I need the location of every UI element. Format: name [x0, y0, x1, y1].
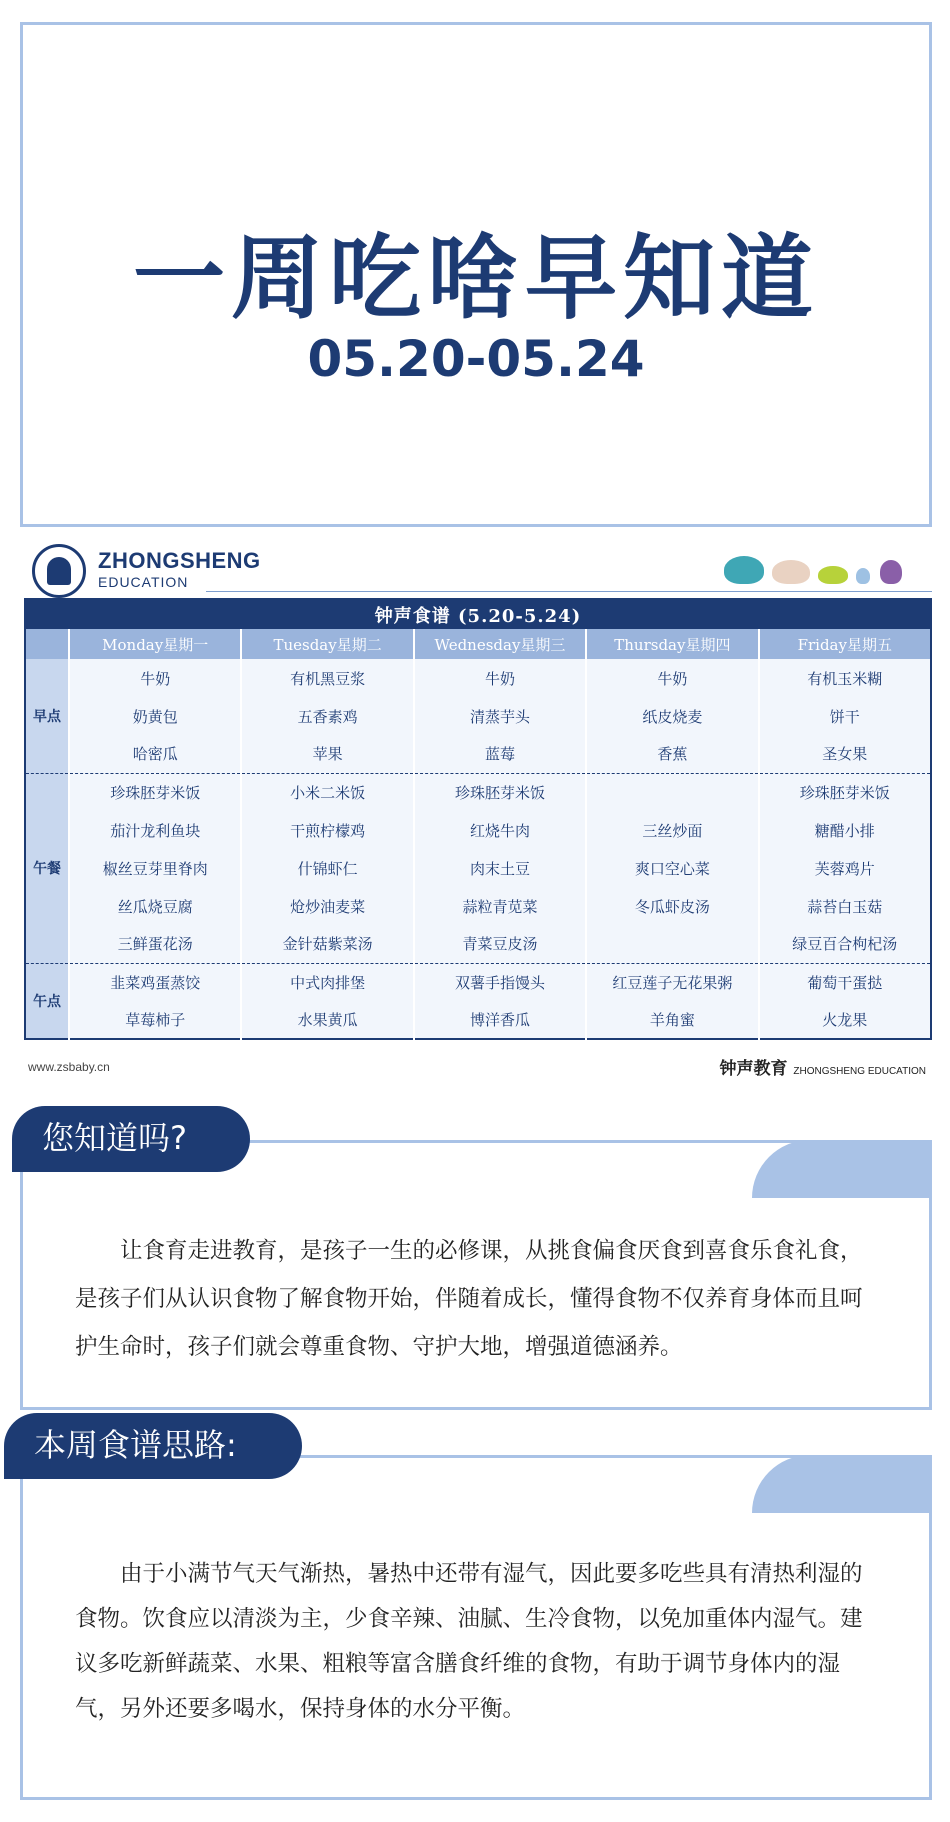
menu-cell: 牛奶: [69, 659, 241, 697]
menu-card: [20, 540, 932, 1100]
header-corner: [25, 629, 69, 659]
menu-cell: 中式肉排堡: [241, 963, 413, 1001]
meal-label: 午餐: [25, 773, 69, 963]
day-header: Wednesday星期三: [414, 629, 586, 659]
brand-divider: [206, 591, 932, 592]
menu-cell: 三鲜蛋花汤: [69, 925, 241, 963]
menu-cell: 糖醋小排: [759, 811, 931, 849]
menu-cell: 牛奶: [414, 659, 586, 697]
menu-row: [25, 773, 931, 811]
menu-cell: 肉末土豆: [414, 849, 586, 887]
menu-cell: 珍珠胚芽米饭: [414, 773, 586, 811]
menu-cell: 金针菇紫菜汤: [241, 925, 413, 963]
menu-row: [25, 887, 931, 925]
menu-cell: 水果黄瓜: [241, 1001, 413, 1039]
brand-row: [28, 540, 932, 602]
menu-cell: 双薯手指馒头: [414, 963, 586, 1001]
hero-title: 一周吃啥早知道: [132, 225, 819, 332]
menu-cell: 丝瓜烧豆腐: [69, 887, 241, 925]
hero-date-range: 05.20-05.24: [307, 330, 645, 388]
did-you-know-heading: 您知道吗?: [12, 1106, 250, 1172]
corner-decoration: [752, 1140, 932, 1198]
menu-cell: 蒜粒青苋菜: [414, 887, 586, 925]
menu-row: [25, 697, 931, 735]
pig-icon: [772, 560, 810, 584]
menu-cell: [586, 925, 758, 963]
menu-cell: 珍珠胚芽米饭: [69, 773, 241, 811]
menu-cell: 火龙果: [759, 1001, 931, 1039]
day-header: Monday星期一: [69, 629, 241, 659]
menu-cell: 蒜苔白玉菇: [759, 887, 931, 925]
menu-cell: 冬瓜虾皮汤: [586, 887, 758, 925]
footer-url: www.zsbaby.cn: [28, 1060, 110, 1074]
hero-banner: [20, 22, 932, 527]
menu-cell: [586, 773, 758, 811]
did-you-know-box: [20, 1140, 932, 1410]
bird-icon: [856, 568, 870, 584]
menu-cell: 什锦虾仁: [241, 849, 413, 887]
menu-cell: 青菜豆皮汤: [414, 925, 586, 963]
menu-row: [25, 1001, 931, 1039]
menu-row: [25, 659, 931, 697]
day-header-row: [25, 629, 931, 659]
menu-idea-text: 由于小满节气天气渐热，暑热中还带有湿气，因此要多吃些具有清热利湿的食物。饮食应以清淡为主，少食辛辣、油腻、生冷食物，以免加重体内湿气。建议多吃新鲜蔬菜、水果、粗粮等富含膳食纤维的食物，有助于调节身体内的湿气，另外还要多喝水，保持身体的水分平衡。: [75, 1561, 863, 1722]
menu-idea-box: [20, 1455, 932, 1800]
meal-label: 午点: [25, 963, 69, 1039]
day-header: Thursday星期四: [586, 629, 758, 659]
menu-cell: 绿豆百合枸杞汤: [759, 925, 931, 963]
corner-decoration: [752, 1455, 932, 1513]
meal-label: 早点: [25, 659, 69, 773]
dog-icon: [818, 566, 848, 584]
footer-brand-en: ZHONGSHENG EDUCATION: [793, 1066, 926, 1077]
menu-cell: 苹果: [241, 735, 413, 773]
menu-row: [25, 735, 931, 773]
menu-cell: 干煎柠檬鸡: [241, 811, 413, 849]
menu-table: [24, 598, 932, 1040]
menu-table-title: 钟声食谱 (5.20-5.24): [25, 599, 931, 629]
menu-cell: 蓝莓: [414, 735, 586, 773]
menu-cell: 三丝炒面: [586, 811, 758, 849]
menu-cell: 圣女果: [759, 735, 931, 773]
menu-idea-heading: 本周食谱思路:: [4, 1413, 302, 1479]
menu-cell: 饼干: [759, 697, 931, 735]
elephant-icon: [724, 556, 764, 584]
brand-sub: EDUCATION: [98, 574, 189, 590]
menu-cell: 草莓柿子: [69, 1001, 241, 1039]
menu-cell: 牛奶: [586, 659, 758, 697]
menu-cell: 哈密瓜: [69, 735, 241, 773]
menu-row: [25, 811, 931, 849]
menu-cell: 纸皮烧麦: [586, 697, 758, 735]
did-you-know-text: 让食育走进教育，是孩子一生的必修课，从挑食偏食厌食到喜食乐食礼食，是孩子们从认识食物了解食物开始，伴随着成长，懂得食物不仅养育身体而且呵护生命时，孩子们就会尊重食物、守护大地，增强道德涵养。: [75, 1238, 863, 1360]
monkey-icon: [880, 560, 902, 584]
menu-cell: 茄汁龙利鱼块: [69, 811, 241, 849]
menu-cell: 博洋香瓜: [414, 1001, 586, 1039]
day-header: Tuesday星期二: [241, 629, 413, 659]
menu-cell: 有机玉米糊: [759, 659, 931, 697]
menu-cell: 椒丝豆芽里脊肉: [69, 849, 241, 887]
menu-body: [25, 659, 931, 1039]
menu-row: [25, 925, 931, 963]
menu-cell: 韭菜鸡蛋蒸饺: [69, 963, 241, 1001]
menu-cell: 有机黑豆浆: [241, 659, 413, 697]
menu-cell: 炝炒油麦菜: [241, 887, 413, 925]
menu-row: [25, 963, 931, 1001]
day-header: Friday星期五: [759, 629, 931, 659]
menu-cell: 五香素鸡: [241, 697, 413, 735]
footer-brand: [719, 1054, 926, 1079]
menu-row: [25, 849, 931, 887]
menu-cell: 芙蓉鸡片: [759, 849, 931, 887]
menu-cell: 红烧牛肉: [414, 811, 586, 849]
menu-cell: 珍珠胚芽米饭: [759, 773, 931, 811]
school-logo-icon: [32, 544, 86, 598]
menu-cell: 奶黄包: [69, 697, 241, 735]
brand-name: ZHONGSHENG: [98, 548, 261, 573]
menu-cell: 红豆莲子无花果粥: [586, 963, 758, 1001]
footer-brand-cn: 钟声教育: [719, 1059, 788, 1079]
menu-cell: 爽口空心菜: [586, 849, 758, 887]
menu-cell: 羊角蜜: [586, 1001, 758, 1039]
menu-cell: 葡萄干蛋挞: [759, 963, 931, 1001]
menu-cell: 清蒸芋头: [414, 697, 586, 735]
menu-cell: 香蕉: [586, 735, 758, 773]
menu-cell: 小米二米饭: [241, 773, 413, 811]
animals-decoration-icon: [724, 550, 924, 586]
